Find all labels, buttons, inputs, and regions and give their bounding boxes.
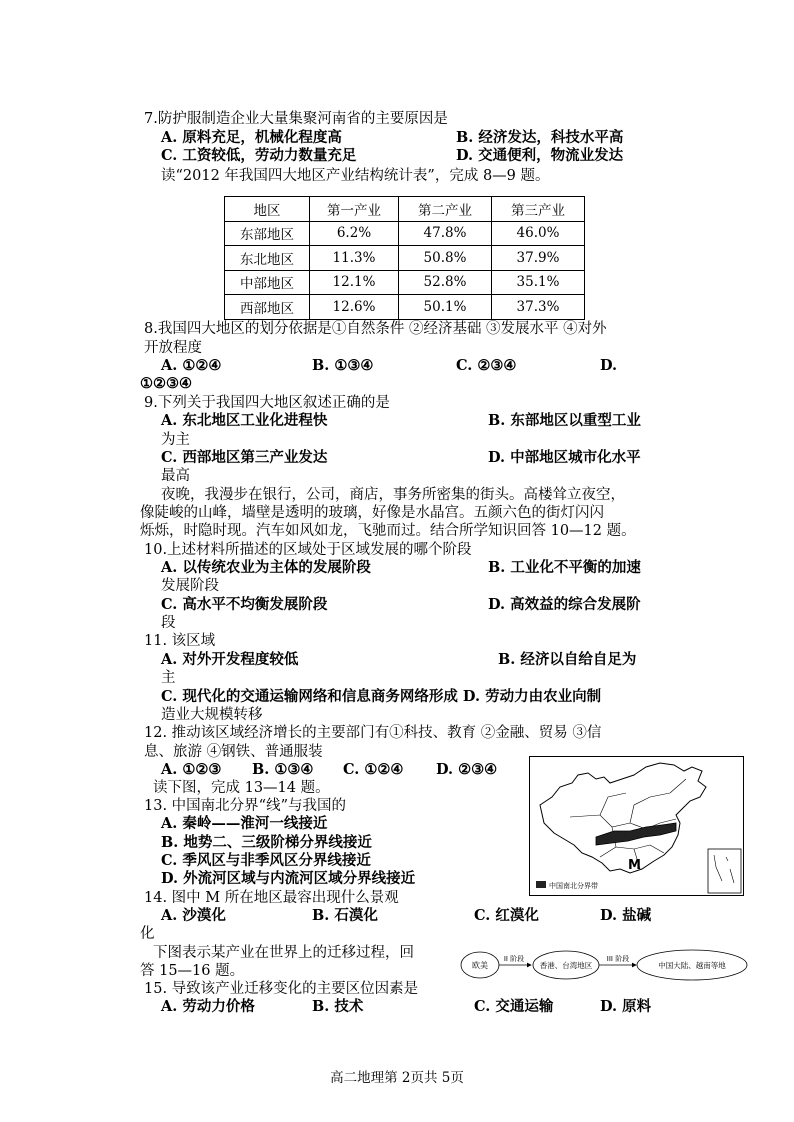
table-cell: 中部地区 [225,270,310,295]
q9-option-c: C. 西部地区第三产业发达 [161,449,328,466]
table-cell: 西部地区 [225,295,310,320]
q9-option-d: D. 中部地区城市化水平 [488,449,641,466]
q12-stem: 12. 推动该区域经济增长的主要部门有①科技、教育 ②金融、贸易 ③信 [144,725,602,741]
q14-option-c: C. 红漠化 [474,907,539,924]
table-cell: 东部地区 [225,221,310,246]
industry-structure-table [224,196,585,320]
q10-option-c: C. 高水平不均衡发展阶段 [161,596,328,613]
q13-option-c: C. 季风区与非季风区分界线接近 [161,852,371,869]
q7-option-c: C. 工资较低，劳动力数量充足 [161,147,357,164]
page-footer: 高二地理第 2页共 5页 [330,1070,464,1086]
q9-option-a: A. 东北地区工业化进程快 [161,412,328,429]
table-cell: 12.6% [310,295,399,320]
table-cell: 35.1% [492,270,585,295]
intro-8-9: 读“2012 年我国四大地区产业结构统计表”，完成 8—9 题。 [161,168,550,184]
passage-line: 像陡峻的山峰，墙壁是透明的玻璃，好像是水晶宫。五颜六色的街灯闪闪 [140,505,604,521]
q15-stem: 15. 导致该产业迁移变化的主要区位因素是 [144,981,419,997]
flow-node-2-label: 香港、台湾地区 [539,961,593,970]
map-marker-m: M [628,858,641,873]
china-map-icon [530,757,743,895]
q7-option-a: A. 原料充足，机械化程度高 [161,129,342,146]
q10-option-d-cont: 段 [161,615,176,631]
q12-option-b: B. ①③④ [252,761,314,778]
q12-option-c: C. ①②④ [343,761,404,778]
q10-option-a: A. 以传统农业为主体的发展阶段 [161,559,371,576]
table-cell: 6.2% [310,221,399,246]
table-cell: 37.9% [492,246,585,271]
q10-option-d: D. 高效益的综合发展阶 [488,596,641,613]
q11-option-b-cont: 主 [161,670,176,686]
q8-option-b: B. ①③④ [312,357,374,374]
q8-stem: 8.我国四大地区的划分依据是①自然条件 ②经济基础 ③发展水平 ④对外 [144,321,607,337]
q9-option-b: B. 东部地区以重型工业 [488,412,641,429]
q14-option-a: A. 沙漠化 [161,907,226,924]
passage-line: 夜晚，我漫步在银行，公司，商店，事务所密集的街头。高楼耸立夜空， [161,487,625,503]
q7-option-d: D. 交通便利，物流业发达 [456,147,624,164]
q10-stem: 10.上述材料所描述的区域处于区域发展的哪个阶段 [144,542,472,558]
q11-option-d-cont: 造业大规模转移 [161,707,263,723]
flow-stage-2-label: III 阶段 [606,955,630,963]
intro-15-16-cont: 答 15—16 题。 [140,963,245,979]
q9-option-b-cont: 为主 [161,432,190,448]
industry-migration-diagram [458,940,770,990]
table-cell: 47.8% [399,221,492,246]
q15-option-b: B. 技术 [312,998,364,1015]
q14-option-b: B. 石漠化 [312,907,378,924]
table-header-row [225,197,585,222]
passage-line: 烁烁，时隐时现。汽车如风如龙，飞驰而过。结合所学知识回答 10—12 题。 [140,523,636,539]
q8-option-d-cont: ①②③④ [140,375,192,392]
q10-option-b: B. 工业化不平衡的加速 [488,559,641,576]
table-cell: 50.1% [399,295,492,320]
q14-option-d-cont: 化 [140,926,155,942]
intro-13-14: 读下图，完成 13—14 题。 [153,780,330,796]
table-header-cell: 第三产业 [492,197,585,222]
q12-stem-cont: 息、旅游 ④钢铁、普通服装 [144,744,323,760]
intro-15-16: 下图表示某产业在世界上的迁移过程，回 [153,945,414,961]
q9-stem: 9.下列关于我国四大地区叙述正确的是 [144,395,390,411]
q8-option-c: C. ②③④ [456,357,517,374]
q13-stem: 13. 中国南北分界“线”与我国的 [144,798,346,814]
table-cell: 东北地区 [225,246,310,271]
china-map-figure [529,756,744,896]
flow-node-3-label: 中国大陆、越南等地 [658,961,726,970]
table-header-cell: 第二产业 [399,197,492,222]
q13-option-d: D. 外流河区域与内流河区域分界线接近 [161,870,416,887]
q11-stem: 11. 该区域 [144,633,216,649]
q7-stem: 7.防护服制造企业大量集聚河南省的主要原因是 [144,111,448,127]
q7-option-b: B. 经济发达，科技水平高 [456,129,624,146]
table-cell: 46.0% [492,221,585,246]
table-header-cell: 第一产业 [310,197,399,222]
table-cell: 37.3% [492,295,585,320]
q15-option-c: C. 交通运输 [474,998,554,1015]
table-cell: 50.8% [399,246,492,271]
q14-option-d: D. 盐碱 [600,907,652,924]
q8-option-d: D. [600,357,618,374]
flow-node-1-label: 欧美 [472,961,488,970]
map-legend-label: 中国南北分界带 [549,882,598,890]
q10-option-b-cont: 发展阶段 [161,578,219,594]
table-row [225,295,585,320]
q13-option-a: A. 秦岭——淮河一线接近 [161,815,328,832]
q9-option-d-cont: 最高 [161,468,190,484]
q14-stem: 14. 图中 M 所在地区最容出现什么景观 [144,890,399,906]
table-row [225,221,585,246]
q12-option-a: A. ①②③ [161,761,222,778]
table-cell: 52.8% [399,270,492,295]
q12-option-d: D. ②③④ [436,761,498,778]
table-header-cell: 地区 [225,197,310,222]
table-row [225,246,585,271]
table-row [225,270,585,295]
q8-option-a: A. ①②④ [161,357,222,374]
table-cell: 11.3% [310,246,399,271]
q13-option-b: B. 地势二、三级阶梯分界线接近 [161,834,372,851]
q11-option-c-d: C. 现代化的交通运输网络和信息商务网络形成 D. 劳动力由农业向制 [161,688,602,705]
q8-stem-cont: 开放程度 [144,340,202,356]
q11-option-a: A. 对外开发程度较低 [161,651,299,668]
q15-option-a: A. 劳动力价格 [161,998,255,1015]
q11-option-b: B. 经济以自给自足为 [498,651,637,668]
q15-option-d: D. 原料 [600,998,652,1015]
flow-stage-1-label: II 阶段 [503,955,525,963]
table-cell: 12.1% [310,270,399,295]
